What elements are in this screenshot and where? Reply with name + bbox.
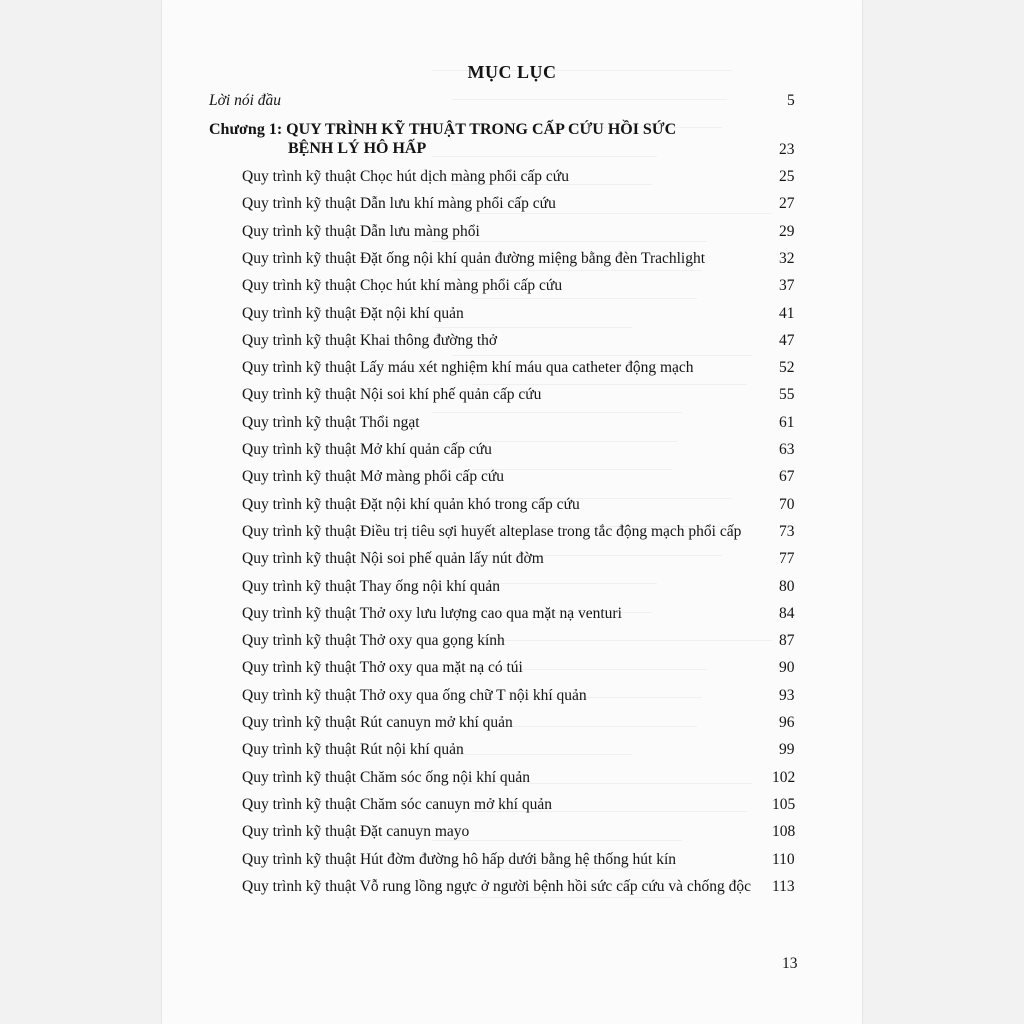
- toc-entry-page: 32: [779, 250, 795, 267]
- toc-entry-page: 70: [779, 496, 795, 513]
- toc-entry-label: Quy trình kỹ thuật Chọc hút khí màng phổi cấp cứu: [242, 277, 563, 294]
- toc-entry-label: Quy trình kỹ thuật Đặt ống nội khí quản đường miệng bằng đèn Trachlight: [242, 250, 706, 267]
- toc-entry-label: Quy trình kỹ thuật Mở khí quản cấp cứu: [242, 441, 492, 458]
- toc-entry-label: Quy trình kỹ thuật Dẫn lưu màng phổi: [242, 223, 480, 240]
- book-page: [162, 0, 862, 1024]
- toc-entry-page: 96: [779, 714, 795, 731]
- toc-entry-page: 25: [779, 168, 795, 185]
- toc-entry-page: 84: [779, 605, 795, 622]
- toc-entry-page: 55: [779, 386, 795, 403]
- toc-entry-label: Quy trình kỹ thuật Nội soi phế quản lấy nút đờm: [242, 550, 544, 567]
- toc-entry-page: 52: [779, 359, 795, 376]
- toc-entry-label: Quy trình kỹ thuật Thở oxy lưu lượng cao qua mặt nạ venturi: [242, 605, 622, 622]
- toc-entry-label: Quy trình kỹ thuật Vỗ rung lồng ngực ở người bệnh hồi sức cấp cứu và chống độc: [242, 878, 752, 895]
- toc-entry-page: 27: [779, 195, 795, 212]
- toc-entry-label: Quy trình kỹ thuật Hút đờm đường hô hấp dưới bằng hệ thống hút kín: [242, 851, 677, 868]
- toc-entry-label: Quy trình kỹ thuật Mở màng phổi cấp cứu: [242, 468, 504, 485]
- toc-entry-label: Quy trình kỹ thuật Thay ống nội khí quản: [242, 578, 501, 595]
- page-number: 13: [782, 955, 798, 972]
- toc-entry-page: 61: [779, 414, 795, 431]
- toc-entry-label: Quy trình kỹ thuật Khai thông đường thở: [242, 332, 498, 349]
- toc-entry-page: 29: [779, 223, 795, 240]
- toc-entry-page: 102: [772, 769, 796, 786]
- toc-entry-page: 67: [779, 468, 795, 485]
- toc-entry-page: 5: [787, 92, 795, 109]
- toc-entry-page: 47: [779, 332, 795, 349]
- toc-entry-page: 99: [779, 741, 795, 758]
- toc-entry-label: Quy trình kỹ thuật Thổi ngạt: [242, 414, 420, 431]
- toc-entry-label: Lời nói đầu: [209, 92, 282, 109]
- toc-entry-label: Quy trình kỹ thuật Nội soi khí phế quản cấp cứu: [242, 386, 542, 403]
- toc-entry-page: 90: [779, 659, 795, 676]
- page-title: MỤC LỤC: [467, 62, 557, 82]
- toc-entry-label: Quy trình kỹ thuật Đặt nội khí quản: [242, 305, 464, 322]
- toc-entry-label: Quy trình kỹ thuật Thở oxy qua ống chữ T nội khí quản: [242, 687, 587, 704]
- toc-entry-page: 73: [779, 523, 795, 540]
- toc-entry-page: 105: [772, 796, 796, 813]
- toc-entry-label: Quy trình kỹ thuật Rút nội khí quản: [242, 741, 464, 758]
- toc-entry-page: 63: [779, 441, 795, 458]
- toc-entry-label: Quy trình kỹ thuật Dẫn lưu khí màng phổi cấp cứu: [242, 195, 556, 212]
- toc-entry-page: 37: [779, 277, 795, 294]
- toc-entry-page: 93: [779, 687, 795, 704]
- chapter-title-line2: BỆNH LÝ HÔ HẤP: [288, 140, 427, 157]
- toc-entry-label: Quy trình kỹ thuật Chăm sóc canuyn mở khí quản: [242, 796, 552, 813]
- toc-entry-label: Quy trình kỹ thuật Đặt canuyn mayo: [242, 823, 470, 840]
- toc-entry-page: 80: [779, 578, 795, 595]
- chapter-title-line1: Chương 1: QUY TRÌNH KỸ THUẬT TRONG CẤP CỨU HỒI SỨC: [209, 121, 677, 138]
- toc-entry-page: 108: [772, 823, 796, 840]
- toc-entry-label: Quy trình kỹ thuật Chọc hút dịch màng phổi cấp cứu: [242, 168, 569, 185]
- toc-entry-label: Quy trình kỹ thuật Chăm sóc ống nội khí quản: [242, 769, 531, 786]
- toc-entry-label: Quy trình kỹ thuật Thở oxy qua gọng kính: [242, 632, 505, 649]
- toc-entry-label: Quy trình kỹ thuật Đặt nội khí quản khó trong cấp cứu: [242, 496, 580, 513]
- toc-entry-page: 113: [772, 878, 795, 895]
- toc-entry-page: 110: [772, 851, 795, 868]
- toc-entry-label: Quy trình kỹ thuật Thở oxy qua mặt nạ có túi: [242, 659, 523, 676]
- toc-entry-page: 87: [779, 632, 795, 649]
- toc-entry-label: Quy trình kỹ thuật Điều trị tiêu sợi huyết alteplase trong tắc động mạch phổi cấp: [242, 523, 742, 540]
- toc-entry-page: 41: [779, 305, 795, 322]
- toc-entry-page: 23: [779, 141, 795, 158]
- toc-entry-label: Quy trình kỹ thuật Lấy máu xét nghiệm khí máu qua catheter động mạch: [242, 359, 694, 376]
- toc-entry-label: Quy trình kỹ thuật Rút canuyn mở khí quản: [242, 714, 513, 731]
- toc-entry-page: 77: [779, 550, 795, 567]
